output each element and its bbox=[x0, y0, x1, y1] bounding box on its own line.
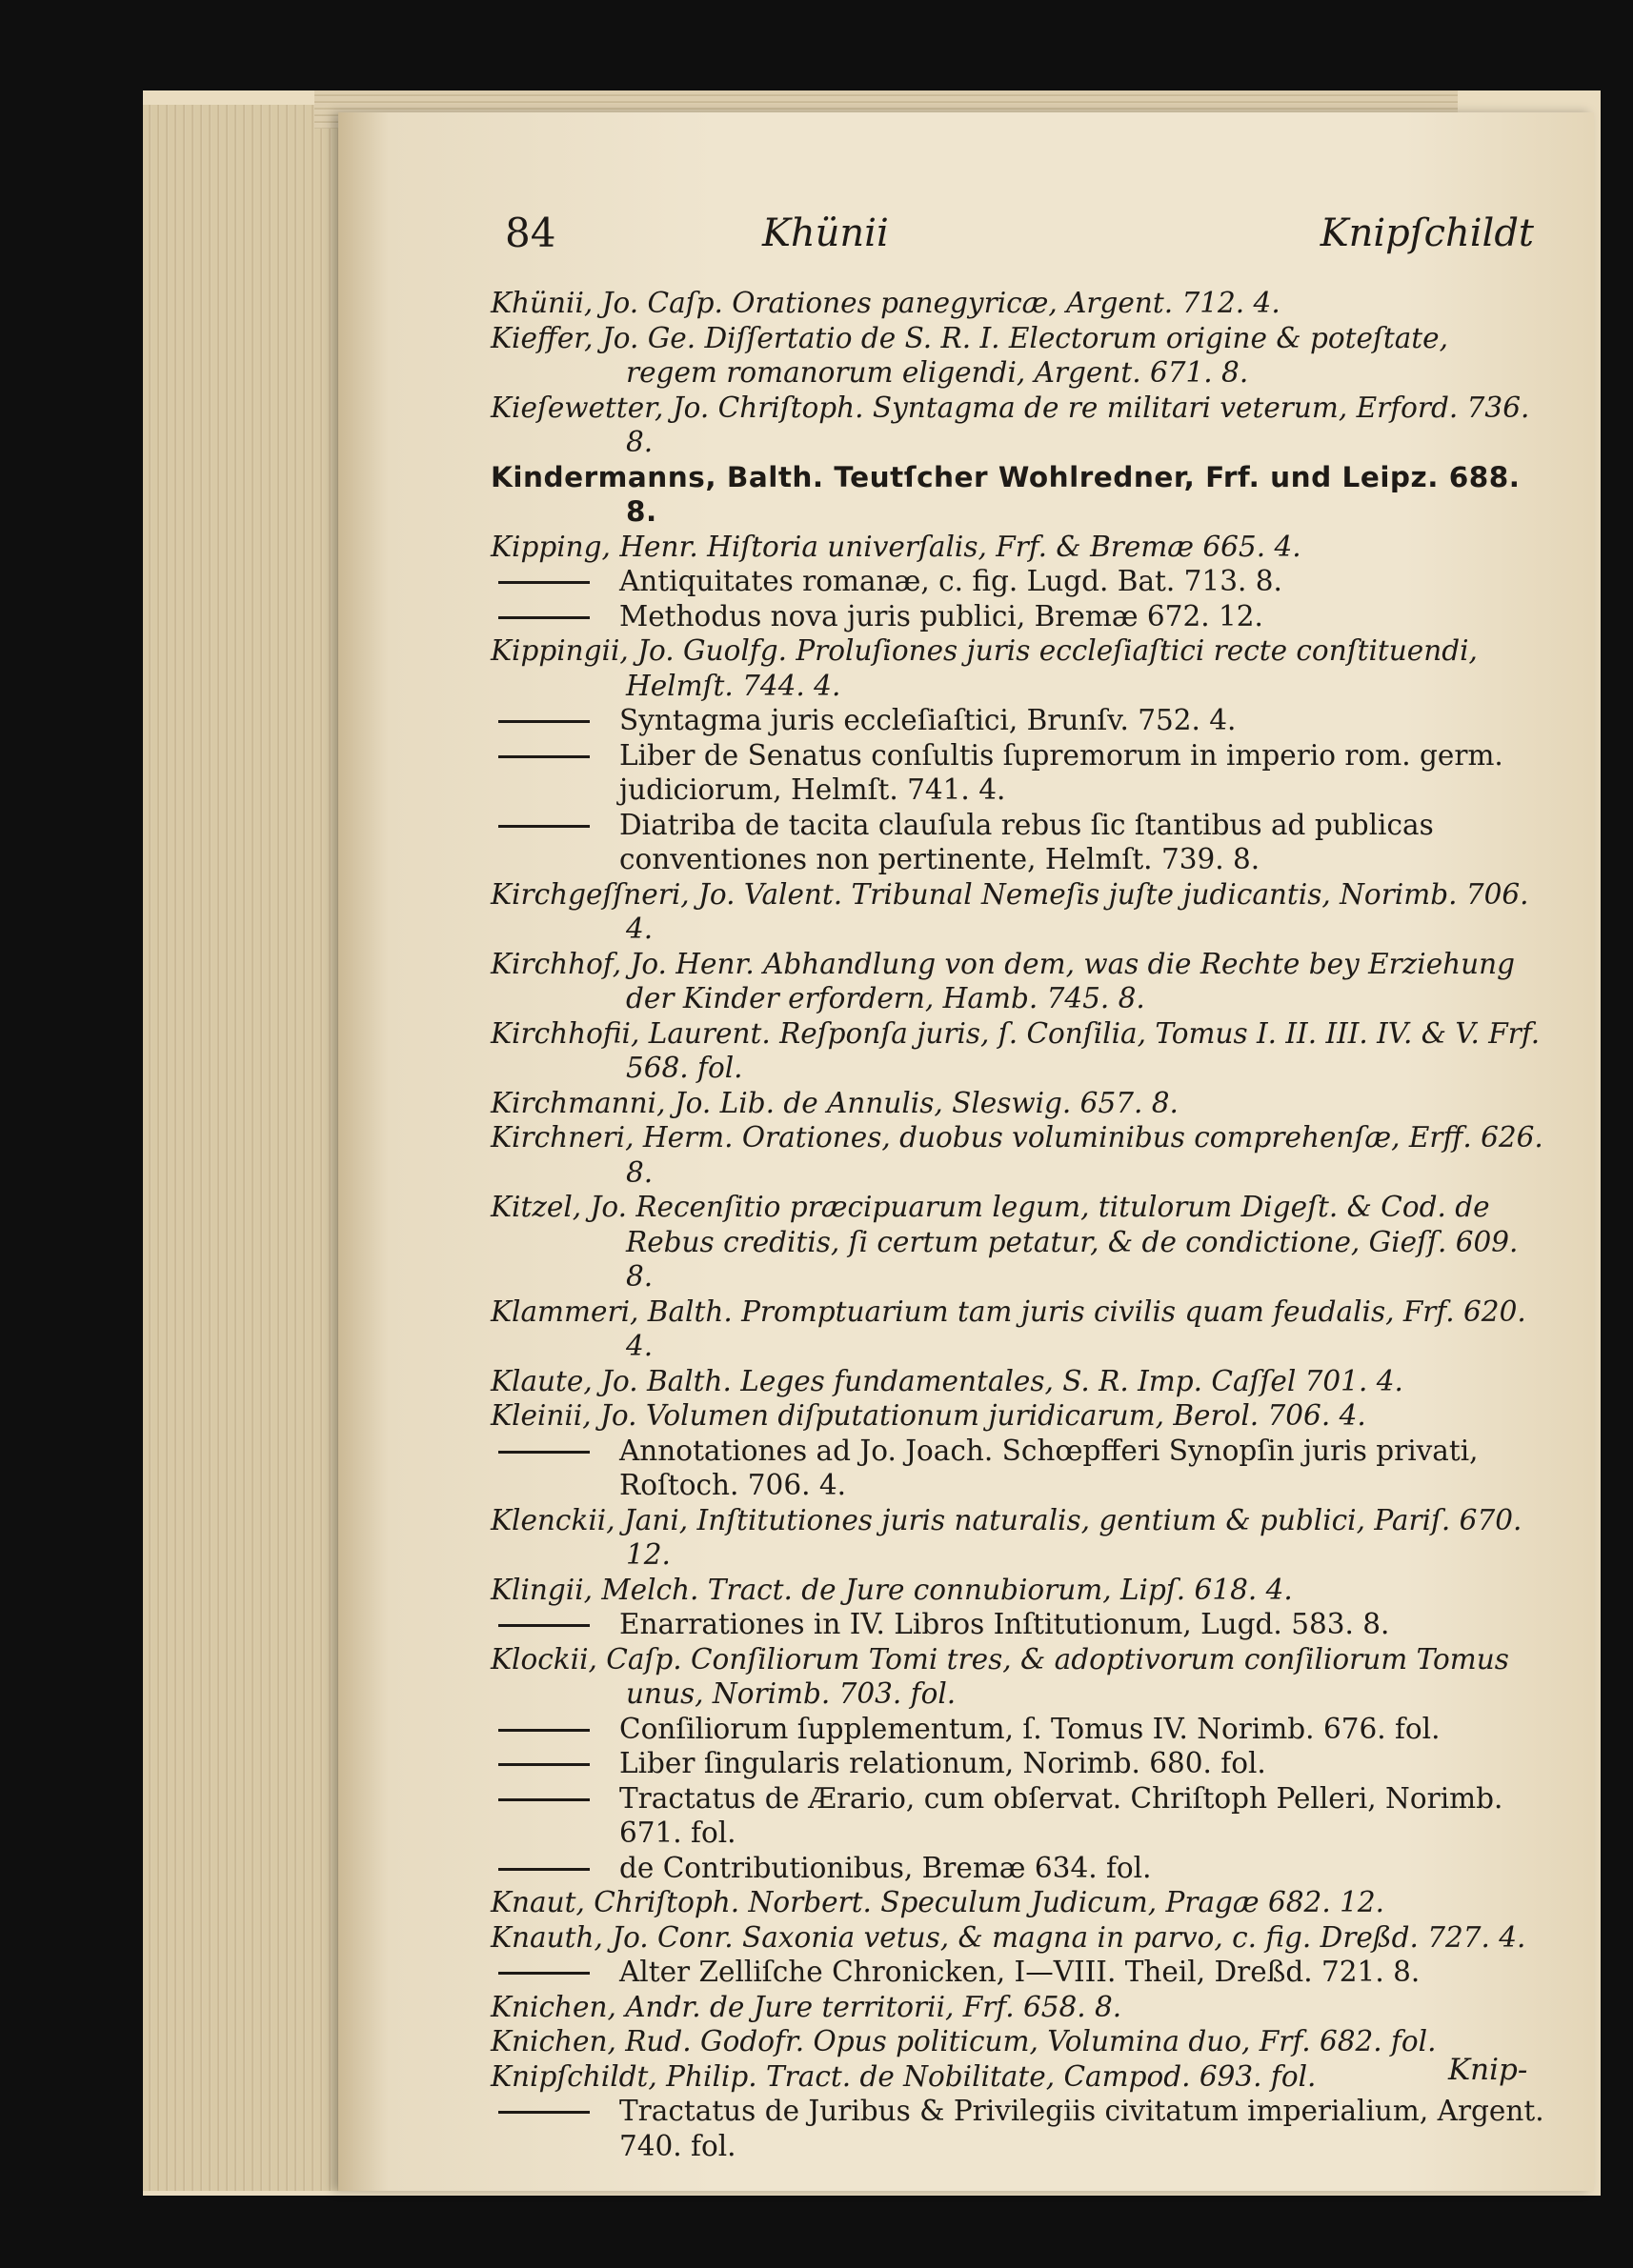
author-name: Knaut, bbox=[491, 1886, 585, 1918]
author-name: Kirchgeſſneri, bbox=[491, 877, 690, 911]
entry-title: Herm. Orationes, duobus voluminibus comprehenſæ, Erff. 626. 8. bbox=[626, 1121, 1543, 1189]
entry-title: Annotationes ad Jo. Joach. Schœpfferi Synopſin juris privati, Roſtoch. 706. 4. bbox=[619, 1434, 1479, 1501]
bibliography-entry bbox=[491, 1295, 1548, 1364]
bibliography-entry bbox=[491, 391, 1548, 460]
ditto-rule bbox=[498, 616, 590, 619]
entry-title: Henr. Hiſtoria univerſalis, Frf. & Bremæ 665. 4. bbox=[610, 530, 1301, 563]
entry-title: Jo. Recenſitio præcipuarum legum, titulorum Digeſt. & Cod. de Rebus creditis, ſi certum petatur, & de condictione, Gieſſ. 609. 8. bbox=[581, 1191, 1519, 1293]
entry-title: Jo. Chriſtoph. Syntagma de re militari veterum, Erford. 736. 8. bbox=[626, 391, 1530, 458]
entry-title: Diatriba de tacita clauſula rebus ſic ſtantibus ad publicas conventiones non pertinente, Helmſt. 739. 8. bbox=[619, 808, 1434, 875]
bibliography-entry bbox=[491, 738, 1548, 808]
author-name: Kitzel, bbox=[491, 1191, 582, 1223]
bibliography-entry bbox=[491, 1885, 1548, 1920]
bibliography-entry bbox=[491, 1364, 1548, 1399]
bibliography-entry bbox=[491, 286, 1548, 321]
bibliography-entry bbox=[491, 2024, 1548, 2059]
entry-title: Caſp. Conſiliorum Tomi tres, & adoptivorum conſiliorum Tomus unus, Norimb. 703. fol. bbox=[596, 1642, 1509, 1710]
entry-text bbox=[491, 1398, 1548, 1434]
entry-text bbox=[491, 460, 1548, 530]
ditto-rule bbox=[498, 581, 590, 584]
entry-text bbox=[491, 947, 1548, 1016]
author-name: Klaute, bbox=[491, 1364, 593, 1397]
bibliography-entry bbox=[491, 1607, 1548, 1642]
ditto-rule bbox=[498, 1763, 590, 1766]
ditto-rule bbox=[498, 1868, 590, 1871]
entry-text bbox=[491, 1851, 1548, 1886]
entry-title: Rud. Godofr. Opus politicum, Volumina duo, Frf. 682. fol. bbox=[615, 2025, 1437, 2057]
bibliography-entry bbox=[491, 1190, 1548, 1295]
entry-text bbox=[491, 1746, 1548, 1781]
entry-text bbox=[491, 633, 1548, 703]
bibliography-entry bbox=[491, 1573, 1548, 1608]
entry-title: Jo. Lib. de Annulis, Sleswig. 657. 8. bbox=[665, 1086, 1179, 1119]
entry-title: Syntagma juris eccleſiaſtici, Brunſv. 752. 4. bbox=[619, 704, 1237, 736]
bibliography-entry bbox=[491, 1920, 1548, 1956]
entry-text bbox=[491, 1016, 1548, 1086]
bibliography-entry bbox=[491, 2094, 1548, 2163]
bibliography-entry bbox=[491, 1746, 1548, 1781]
bibliography-entry bbox=[491, 1398, 1548, 1434]
header-left-word: Khünii bbox=[762, 211, 889, 255]
author-name: Knichen, bbox=[491, 2025, 616, 2057]
ditto-rule bbox=[498, 1972, 590, 1975]
entry-text bbox=[491, 1364, 1548, 1399]
entry-title: Jo. Valent. Tribunal Nemeſis juſte judicantis, Norimb. 706. 4. bbox=[626, 877, 1529, 945]
ditto-rule bbox=[498, 720, 590, 723]
entry-text bbox=[491, 2024, 1548, 2059]
bibliography-entry bbox=[491, 460, 1548, 530]
bibliography-entry bbox=[491, 633, 1548, 703]
entry-text bbox=[491, 321, 1548, 391]
author-name: Klammeri, bbox=[491, 1295, 639, 1328]
author-name: Kipping, bbox=[491, 530, 611, 563]
bibliography-entry bbox=[491, 703, 1548, 738]
author-name: Kleinii, bbox=[491, 1399, 592, 1432]
entry-text bbox=[491, 1990, 1548, 2025]
author-name: Klockii, bbox=[491, 1642, 597, 1676]
author-name: Kirchhofii, bbox=[491, 1016, 640, 1050]
entry-text bbox=[491, 1434, 1548, 1503]
bibliography-entries bbox=[491, 286, 1548, 2163]
bibliography-entry bbox=[491, 1086, 1548, 1121]
entry-text bbox=[491, 391, 1548, 460]
entry-title: Balth. Promptuarium tam juris civilis quam feudalis, Frf. 620. 4. bbox=[626, 1295, 1526, 1362]
author-name: Kirchhof, bbox=[491, 947, 622, 980]
page-edges-left bbox=[143, 105, 343, 2191]
ditto-rule bbox=[498, 1451, 590, 1454]
entry-title: Jo. Henr. Abhandlung von dem, was die Rechte bey Erziehung der Kinder erfordern, Hamb. 745. 8. bbox=[621, 947, 1516, 1014]
entry-text bbox=[491, 2059, 1548, 2095]
bibliography-entry bbox=[491, 1016, 1548, 1086]
bibliography-entry bbox=[491, 1642, 1548, 1712]
entry-text bbox=[491, 2094, 1548, 2163]
entry-text bbox=[491, 1920, 1548, 1956]
entry-title: Liber de Senatus conſultis ſupremorum in imperio rom. germ. judiciorum, Helmſt. 741. 4. bbox=[619, 738, 1503, 806]
entry-title: Laurent. Reſponſa juris, ſ. Conſilia, Tomus I. II. III. IV. & V. Frf. 568. fol. bbox=[626, 1016, 1541, 1084]
header-right-word: Knipſchildt bbox=[1320, 211, 1534, 255]
author-name: Kirchmanni, bbox=[491, 1086, 666, 1119]
entry-title: Chriſtoph. Norbert. Speculum Judicum, Pragæ 682. 12. bbox=[584, 1886, 1384, 1918]
entry-title: Jani, Inſtitutiones juris naturalis, gentium & publici, Pariſ. 670. 12. bbox=[615, 1503, 1522, 1571]
author-name: Kirchneri, bbox=[491, 1121, 635, 1154]
entry-title: Jo. Guolfg. Proluſiones juris eccleſiaſtici recte conſtituendi, Helmſt. 744. 4. bbox=[626, 634, 1478, 702]
entry-text bbox=[491, 808, 1548, 877]
bibliography-entry bbox=[491, 564, 1548, 599]
entry-text bbox=[491, 1295, 1548, 1364]
ditto-rule bbox=[498, 1729, 590, 1732]
author-name: Knichen, bbox=[491, 1990, 616, 2023]
entry-title-fraktur: Kindermanns, Balth. Teutſcher Wohlredner, Frf. und Leipz. 688. 8. bbox=[491, 460, 1521, 528]
author-name: Kieſewetter, bbox=[491, 391, 664, 424]
ditto-rule bbox=[498, 755, 590, 758]
bibliography-entry bbox=[491, 1955, 1548, 1990]
ditto-rule bbox=[498, 1624, 590, 1627]
bibliography-entry bbox=[491, 1503, 1548, 1573]
ditto-rule bbox=[498, 825, 590, 828]
entry-text bbox=[491, 1885, 1548, 1920]
entry-title: Melch. Tract. de Jure connubiorum, Lipſ. 618. 4. bbox=[593, 1573, 1293, 1606]
entry-text bbox=[491, 530, 1548, 565]
bibliography-entry bbox=[491, 2059, 1548, 2095]
entry-title: Tractatus de Ærario, cum obſervat. Chriſtoph Pelleri, Norimb. 671. fol. bbox=[619, 1781, 1503, 1849]
entry-title: Andr. de Jure territorii, Frf. 658. 8. bbox=[615, 1990, 1122, 2023]
bibliography-entry bbox=[491, 1434, 1548, 1503]
entry-text bbox=[491, 1955, 1548, 1990]
bibliography-entry bbox=[491, 808, 1548, 877]
bibliography-entry bbox=[491, 877, 1548, 947]
entry-title: Antiquitates romanæ, c. fig. Lugd. Bat. 713. 8. bbox=[619, 565, 1282, 597]
entry-text bbox=[491, 564, 1548, 599]
bibliography-entry bbox=[491, 947, 1548, 1016]
entry-title: Jo. Ge. Diſſertatio de S. R. I. Electorum origine & poteſtate, regem romanorum eligendi, Argent. 671. 8. bbox=[593, 321, 1448, 389]
entry-title: Jo. Volumen diſputationum juridicarum, Berol. 706. 4. bbox=[591, 1399, 1366, 1432]
author-name: Knipſchildt, bbox=[491, 2059, 657, 2093]
entry-text bbox=[491, 1190, 1548, 1295]
catchword: Knip- bbox=[1448, 2053, 1528, 2087]
entry-text bbox=[491, 1573, 1548, 1608]
entry-title: Alter Zelliſche Chronicken, I—VIII. Theil, Dreßd. 721. 8. bbox=[619, 1956, 1421, 1988]
running-header bbox=[505, 210, 1534, 267]
entry-text bbox=[491, 703, 1548, 738]
entry-title: Enarrationes in IV. Libros Inſtitutionum, Lugd. 583. 8. bbox=[619, 1608, 1390, 1640]
entry-title: Liber ſingularis relationum, Norimb. 680. fol. bbox=[619, 1747, 1266, 1779]
entry-text bbox=[491, 286, 1548, 321]
entry-text bbox=[491, 1503, 1548, 1573]
entry-text bbox=[491, 1781, 1548, 1851]
bibliography-entry bbox=[491, 1712, 1548, 1747]
entry-title: Jo. Caſp. Orationes panegyricæ, Argent. 712. 4. bbox=[593, 287, 1280, 319]
entry-title: Methodus nova juris publici, Bremæ 672. 12. bbox=[619, 599, 1263, 632]
bibliography-entry bbox=[491, 1781, 1548, 1851]
entry-title: Conſiliorum ſupplementum, ſ. Tomus IV. Norimb. 676. fol. bbox=[619, 1712, 1441, 1745]
entry-text bbox=[491, 599, 1548, 634]
entry-title: Jo. Conr. Saxonia vetus, & magna in parvo, c. fig. Dreßd. 727. 4. bbox=[602, 1920, 1526, 1954]
ditto-rule bbox=[498, 1798, 590, 1801]
entry-text bbox=[491, 1607, 1548, 1642]
entry-title: de Contributionibus, Bremæ 634. fol. bbox=[619, 1851, 1152, 1884]
entry-text bbox=[491, 738, 1548, 808]
author-name: Kippingii, bbox=[491, 634, 629, 667]
bibliography-entry bbox=[491, 1851, 1548, 1886]
entry-title: Philip. Tract. de Nobilitate, Campod. 693. fol. bbox=[656, 2059, 1317, 2093]
entry-text bbox=[491, 1712, 1548, 1747]
bibliography-entry bbox=[491, 1990, 1548, 2025]
bibliography-entry bbox=[491, 321, 1548, 391]
entry-title: Jo. Balth. Leges fundamentales, S. R. Imp. Caſſel 701. 4. bbox=[592, 1364, 1403, 1397]
entry-text bbox=[491, 1086, 1548, 1121]
ditto-rule bbox=[498, 2111, 590, 2114]
bibliography-entry bbox=[491, 599, 1548, 634]
bibliography-entry bbox=[491, 530, 1548, 565]
entry-text bbox=[491, 1642, 1548, 1712]
author-name: Kieffer, bbox=[491, 321, 594, 354]
entry-text bbox=[491, 1120, 1548, 1190]
author-name: Klenckii, bbox=[491, 1503, 615, 1536]
page-number: 84 bbox=[505, 210, 556, 256]
bibliography-entry bbox=[491, 1120, 1548, 1190]
author-name: Klingii, bbox=[491, 1573, 594, 1606]
entry-title: Tractatus de Juribus & Privilegiis civitatum imperialium, Argent. 740. fol. bbox=[619, 2095, 1544, 2162]
author-name: Khünii, bbox=[491, 287, 594, 319]
entry-text bbox=[491, 877, 1548, 947]
author-name: Knauth, bbox=[491, 1920, 603, 1954]
